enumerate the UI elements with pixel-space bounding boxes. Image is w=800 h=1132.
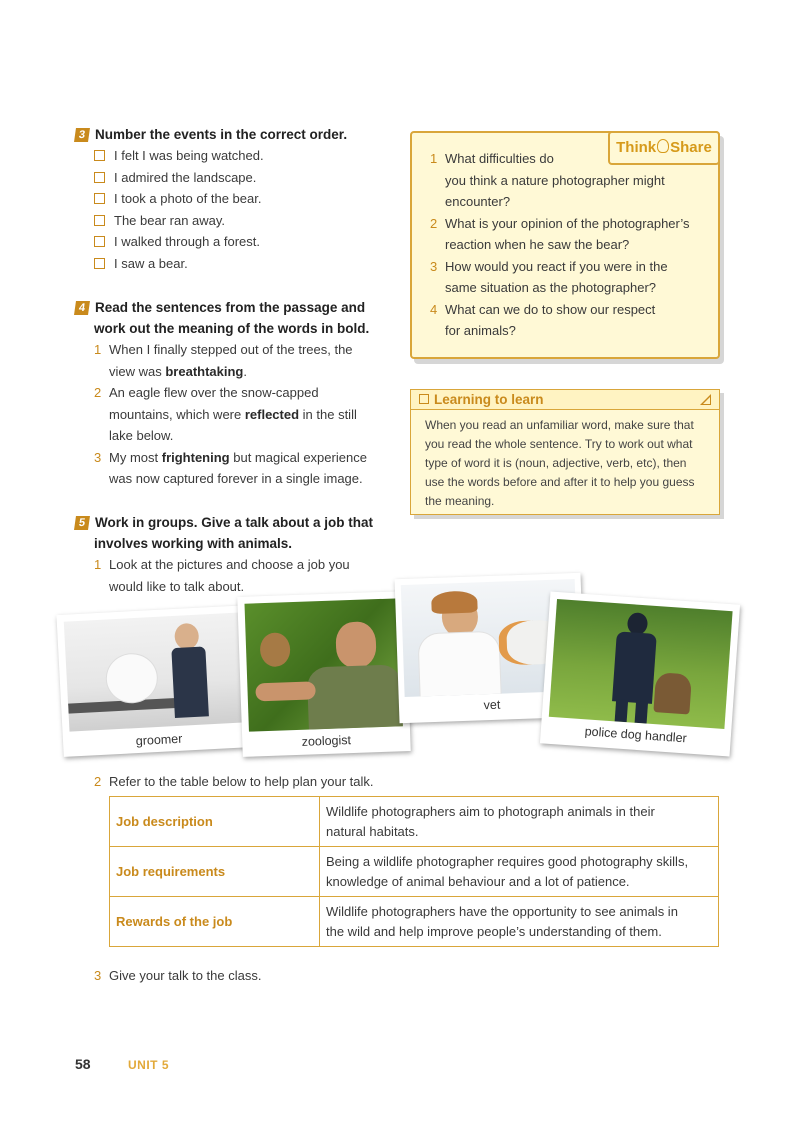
exercise-3-heading: 3 Number the events in the correct order. [75,124,347,145]
checkbox[interactable] [94,236,105,247]
checkbox[interactable] [94,215,105,226]
checkbox[interactable] [94,258,105,269]
list-item: 1 When I finally stepped out of the trees, the [94,342,353,357]
list-item: I saw a bear. [94,253,347,275]
exercise-5: 5 Work in groups. Give a talk about a job that involves working with animals. 1 Look at the pictures and choose a job you would like to talk about. [75,512,373,597]
photo-caption: groomer [135,731,183,749]
list-item: 1 Look at the pictures and choose a job you [94,557,350,572]
learning-header: Learning to learn [411,390,719,410]
list-item: 3 My most frightening but magical experience [94,449,367,465]
exercise-number-badge: 5 [74,516,90,530]
exercise-3 [75,124,347,274]
photo-police-dog-handler [540,592,740,757]
police-dog-image [549,599,733,729]
exercise-number-badge: 3 [74,128,90,142]
think-share-box: 1 What difficulties do you think a nature photographer might encounter? 2 What is your opinion of the photographer’s reaction when he saw the bear? 3 How would you react if you were in the same situation as the photographer? 4 What can we do to show our respect for animals? [410,131,720,359]
exercise-5-heading: 5 Work in groups. Give a talk about a job that [75,512,373,533]
exercise-4-heading: 4 Read the sentences from the passage and [75,297,369,318]
lightbulb-icon [657,139,669,153]
list-item: I walked through a forest. [94,231,347,253]
photo-caption: zoologist [301,733,352,749]
table-row: Job description Wildlife photographers aim to photograph animals in their natural habitats. [110,797,719,847]
corner-triangle-icon [700,394,711,405]
unit-label: UNIT 5 [128,1058,170,1072]
groomer-image [64,612,248,731]
zoologist-image [244,598,402,731]
planning-table [109,796,719,947]
learning-box: Learning to learn When you read an unfamiliar word, make sure that you read the whole sentence. Try to work out what type of word it is (noun, adjective, verb, etc), then use the words before and after it to help you guess the meaning. [410,389,720,515]
list-item: I took a photo of the bear. [94,188,347,210]
square-icon [419,394,429,404]
photo-caption: vet [483,697,501,713]
table-row: Job requirements Being a wildlife photographer requires good photography skills, knowledge of animal behaviour and a lot of patience. [110,847,719,897]
think-share-tab: Think Share [608,131,720,165]
photo-zoologist [237,591,410,757]
list-item: I admired the landscape. [94,167,347,189]
exercise-4: 4 Read the sentences from the passage and work out the meaning of the words in bold. 1 When I finally stepped out of the trees, the view was breathtaking. 2 An eagle flew over the snow-capped mountains, which were reflected in the still lake below. 3 My most frightening but magical experience was now captured forever in a single image. [75,297,369,490]
checkbox[interactable] [94,193,105,204]
list-item: 1 What difficulties do [430,151,554,166]
checkbox[interactable] [94,172,105,183]
table-row: Rewards of the job Wildlife photographers have the opportunity to see animals in the wild and help improve people’s understanding of them. [110,897,719,947]
list-item: The bear ran away. [94,210,347,232]
photo-caption: police dog handler [584,724,688,746]
exercise-number-badge: 4 [74,301,90,315]
list-item: 4 What can we do to show our respect [430,301,656,317]
list-item: 3 How would you react if you were in the [430,258,668,274]
list-item: 2 Refer to the table below to help plan your talk. [94,774,374,789]
list-item: 3 Give your talk to the class. [94,968,262,983]
list-item: I felt I was being watched. [94,145,347,167]
checkbox[interactable] [94,150,105,161]
list-item: 2 An eagle flew over the snow-capped [94,385,319,400]
page-number: 58 [75,1056,91,1072]
list-item: 2 What is your opinion of the photographer’s [430,215,690,231]
photo-groomer [56,605,255,757]
